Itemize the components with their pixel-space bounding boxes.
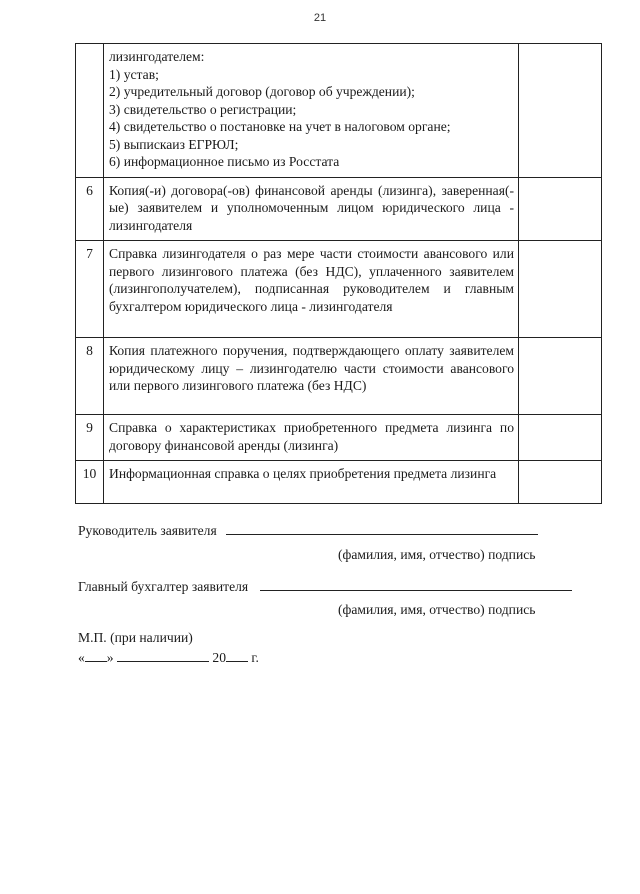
- date-close-quote: »: [106, 650, 114, 665]
- head-label: Руководитель заявителя: [78, 523, 217, 538]
- date-month-field: [117, 648, 209, 662]
- head-signature-field: [226, 521, 538, 535]
- row-number: 9: [76, 415, 104, 461]
- head-caption: (фамилия, имя, отчество) подпись: [338, 547, 536, 562]
- empty-cell: [519, 44, 602, 178]
- head-signature-line: [78, 521, 538, 539]
- row-text: Справка лизингодателя о раз мере части стоимости авансового или первого лизингового платежа (без НДС), уплаченного заявителем (лизингополучателем), подписанная руководителем и главным бухгалтером юридического лица - лизингодателя: [104, 241, 519, 338]
- table-row: [76, 44, 602, 178]
- empty-cell: [519, 241, 602, 338]
- table-row: [76, 177, 602, 241]
- row-text: Копия платежного поручения, подтверждающего оплату заявителем юридическому лицу – лизингодателю части стоимости авансового или первого лизингового платежа (без НДС): [104, 338, 519, 415]
- accountant-label: Главный бухгалтер заявителя: [78, 579, 249, 594]
- row-number: 6: [76, 177, 104, 241]
- stamp-label: М.П. (при наличии): [78, 630, 193, 645]
- documents-table: [75, 43, 602, 504]
- row-number: [76, 44, 104, 178]
- date-open-quote: «: [78, 650, 85, 665]
- table-row: [76, 415, 602, 461]
- row-number: 10: [76, 461, 104, 504]
- row-text-line: 2) учредительный договор (договор об учреждении);: [109, 84, 415, 99]
- date-line: [78, 648, 259, 666]
- row-text: Информационная справка о целях приобретения предмета лизинга: [104, 461, 519, 504]
- table-row: [76, 461, 602, 504]
- row-text: Справка о характеристиках приобретенного предмета лизинга по договору финансовой аренды (лизинга): [104, 415, 519, 461]
- accountant-caption: (фамилия, имя, отчество) подпись: [338, 602, 536, 617]
- row-number: 8: [76, 338, 104, 415]
- empty-cell: [519, 415, 602, 461]
- row-text-line: 3) свидетельство о регистрации;: [109, 101, 297, 117]
- accountant-signature-field: [260, 577, 572, 591]
- date-year-prefix: 20: [212, 650, 226, 665]
- row-text-line: 1) устав;: [109, 66, 159, 82]
- date-year-field: [226, 648, 248, 662]
- row-text-line: 4) свидетельство о постановке на учет в налоговом органе;: [109, 119, 451, 134]
- row-text-line: 6) информационное письмо из Росстата: [109, 154, 340, 169]
- table-row: [76, 241, 602, 338]
- row-text: Копия(-и) договора(-ов) финансовой аренды (лизинга), заверенная(-ые) заявителем и уполномоченным лицом юридического лица - лизингодателя: [104, 177, 519, 241]
- row-text-line: лизингодателем:: [109, 49, 205, 64]
- empty-cell: [519, 338, 602, 415]
- row-text-line: 5) выпискаиз ЕГРЮЛ;: [109, 136, 239, 152]
- empty-cell: [519, 461, 602, 504]
- empty-cell: [519, 177, 602, 241]
- date-day-field: [85, 648, 107, 662]
- row-number: 7: [76, 241, 104, 338]
- date-suffix: г.: [251, 650, 259, 665]
- accountant-signature-line: [78, 577, 572, 595]
- table-row: [76, 338, 602, 415]
- row-text: [104, 44, 519, 178]
- page-number: 21: [313, 12, 327, 24]
